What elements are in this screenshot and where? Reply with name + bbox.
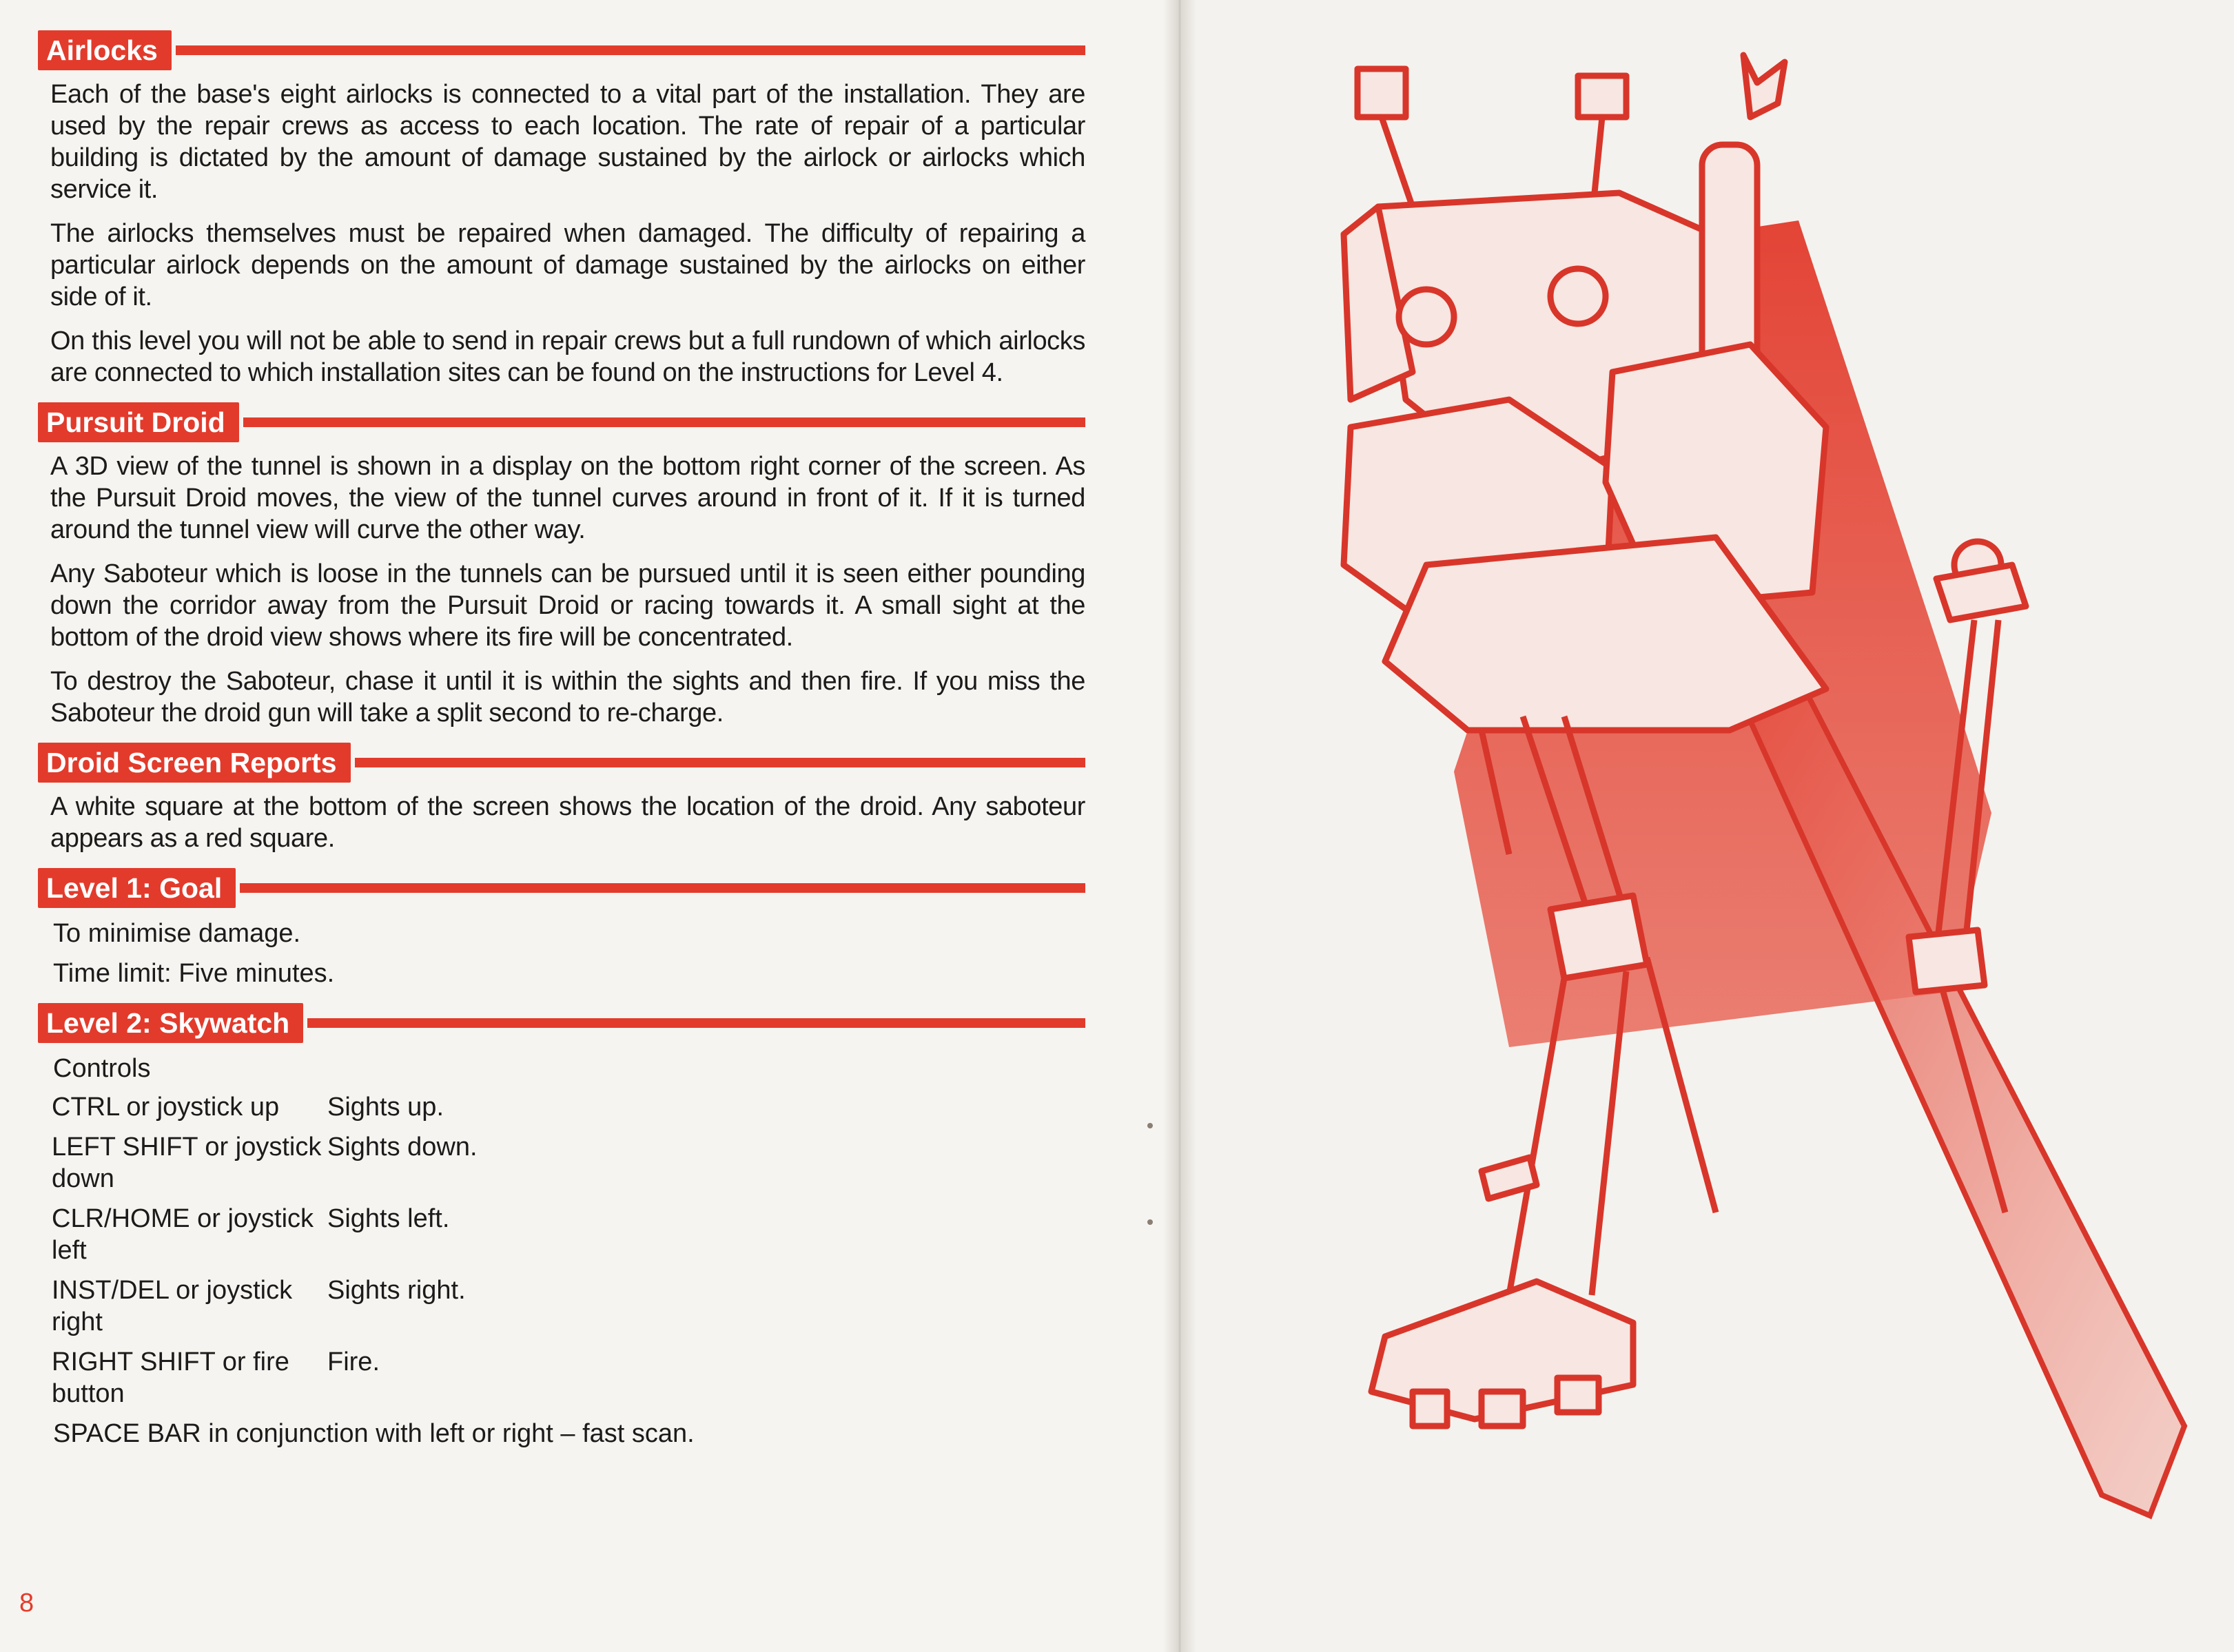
goal-line: To minimise damage. [53, 919, 301, 948]
section-heading [38, 1003, 1085, 1044]
fast-scan-note: SPACE BAR in conjunction with left or right – fast scan. [53, 1419, 695, 1448]
table-row [52, 1346, 478, 1418]
foot-claw [1482, 1392, 1523, 1426]
section-level-1 [38, 868, 1085, 989]
paragraph: A white square at the bottom of the screen shows the location of the droid. Any saboteur appears as a red square. [50, 792, 1085, 853]
foot-claw [1557, 1378, 1599, 1412]
section-heading [38, 30, 1085, 72]
control-key: RIGHT SHIFT or fire button [52, 1348, 289, 1408]
knee-block [1550, 896, 1647, 978]
section-airlocks [38, 30, 1085, 389]
control-key: INST/DEL or joystick right [52, 1276, 293, 1336]
right-joint [1909, 930, 1985, 992]
heading-rule [38, 45, 1085, 55]
table-row [52, 1091, 478, 1131]
head-lens-left [1399, 289, 1454, 344]
section-title: Level 1: Goal [38, 868, 236, 908]
section-level-2 [38, 1003, 1085, 1449]
controls-label: Controls [53, 1054, 151, 1083]
manual-text [38, 30, 1085, 1463]
control-key: CLR/HOME or joystick left [52, 1204, 314, 1265]
section-title: Pursuit Droid [38, 402, 239, 442]
paragraph: Each of the base's eight airlocks is connected to a vital part of the installation. They are used by the repair crews as access to each location. The rate of repair of a particular building is dictated by the amount of damage sustained by the airlock or airlocks which service it. [50, 80, 1085, 204]
table-row [52, 1274, 478, 1346]
table-row [52, 1203, 478, 1274]
section-heading [38, 868, 1085, 909]
antenna-right [1743, 55, 1785, 117]
control-key: CTRL or joystick up [52, 1093, 280, 1122]
section-pursuit-droid [38, 402, 1085, 729]
section-heading [38, 402, 1085, 444]
section-title: Level 2: Skywatch [38, 1003, 303, 1043]
time-limit-line: Time limit: Five minutes. [53, 959, 335, 988]
control-action: Sights right. [327, 1276, 466, 1305]
control-action: Fire. [327, 1348, 380, 1376]
section-title: Droid Screen Reports [38, 743, 351, 783]
control-key: LEFT SHIFT or joystick down [52, 1133, 322, 1193]
paragraph: Any Saboteur which is loose in the tunnels can be pursued until it is seen either pounding down the corridor away from the Pursuit Droid or racing towards it. A small sight at the bottom of the droid view shows where its fire will be concentrated. [50, 559, 1085, 652]
antenna-left [1357, 69, 1406, 117]
paragraph: A 3D view of the tunnel is shown in a display on the bottom right corner of the screen. As the Pursuit Droid moves, the view of the tunnel curves around in front of it. If it is turned around the tunnel view will curve the other way. [50, 452, 1085, 544]
droid-illustration [1302, 41, 2198, 1584]
paragraph: To destroy the Saboteur, chase it until it is within the sights and then fire. If you miss the Saboteur the droid gun will take a split second to re-charge. [50, 667, 1085, 727]
control-action: Sights up. [327, 1093, 444, 1122]
staple [1147, 1219, 1153, 1225]
paragraph: The airlocks themselves must be repaired when damaged. The difficulty of repairing a particular airlock depends on the amount of damage sustained by the airlocks on either side of it. [50, 219, 1085, 311]
table-row [52, 1131, 478, 1203]
staple [1147, 1123, 1153, 1128]
head-lens-right [1550, 269, 1606, 324]
book-gutter [1163, 0, 1196, 1652]
page-number: 8 [19, 1589, 34, 1618]
paragraph: On this level you will not be able to send in repair crews but a full rundown of which airlocks are connected to which installation sites can be found on the instructions for Level 4. [50, 327, 1085, 387]
control-action: Sights left. [327, 1204, 450, 1233]
control-action: Sights down. [327, 1133, 478, 1161]
foot-claw [1413, 1392, 1447, 1426]
section-droid-screen-reports [38, 743, 1085, 854]
section-title: Airlocks [38, 30, 172, 70]
shoulder-block [1936, 565, 2026, 620]
section-heading [38, 743, 1085, 784]
antenna-middle [1578, 76, 1626, 117]
controls-table [52, 1091, 478, 1418]
